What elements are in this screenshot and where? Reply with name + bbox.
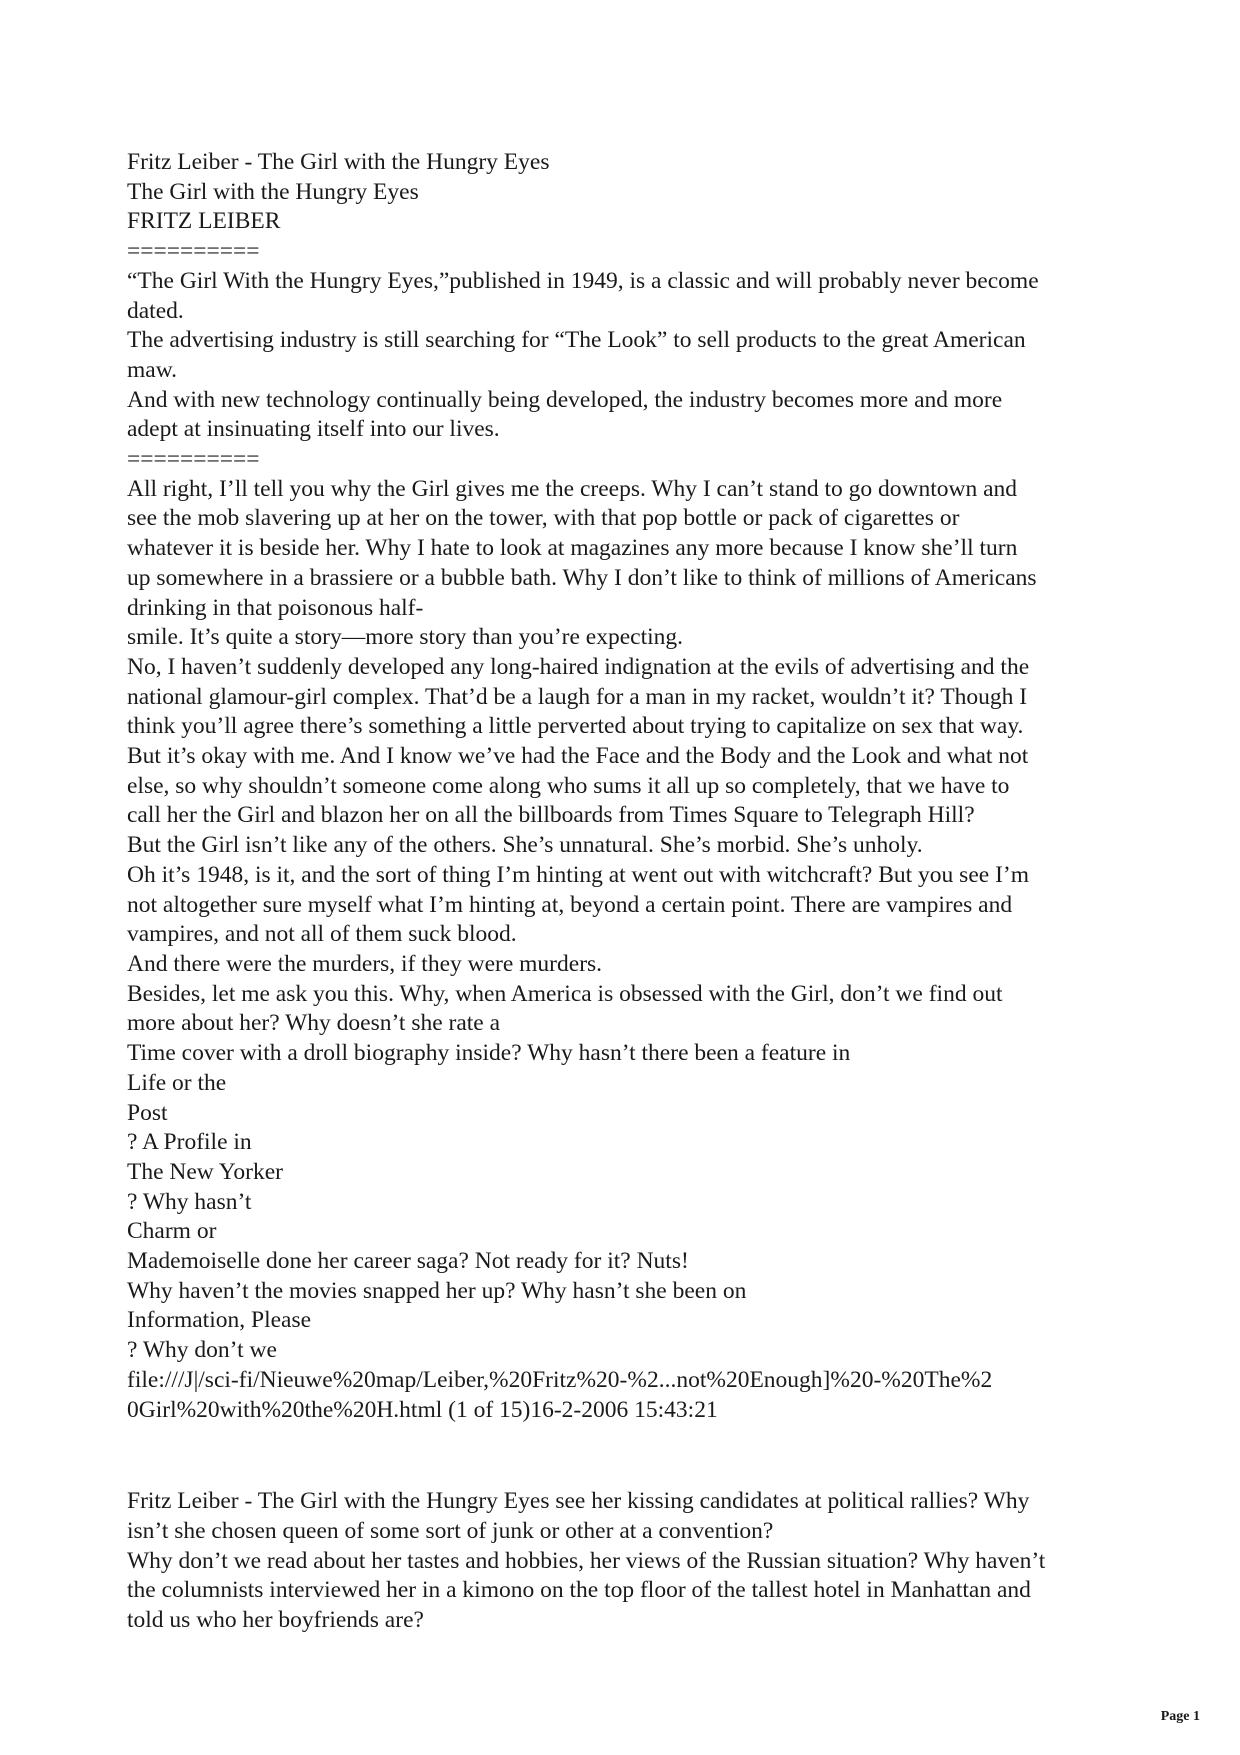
story-text-line: But the Girl isn’t like any of the others. She’s unnatural. She’s morbid. She’s unholy. [127, 832, 923, 859]
page-section-1 [127, 148, 1127, 1425]
story-text-line: And there were the murders, if they were murders. [127, 950, 603, 977]
story-text-line: But it’s okay with me. And I know we’ve had the Face and the Body and the Look and what not [127, 743, 1029, 770]
story-text-line: ? Why hasn’t [127, 1188, 252, 1215]
intro-line: “The Girl With the Hungry Eyes,”published in 1949, is a classic and will probably never become [127, 267, 1039, 294]
story-text-line: Why haven’t the movies snapped her up? Why hasn’t she been on [127, 1277, 747, 1304]
story-text-line: Why don’t we read about her tastes and hobbies, her views of the Russian situation? Why haven’t [127, 1547, 1046, 1574]
story-text-line: whatever it is beside her. Why I hate to look at magazines any more because I know she’ll turn [127, 535, 1018, 562]
story-text-line: ? Why don’t we [127, 1337, 277, 1364]
story-text-line: Besides, let me ask you this. Why, when America is obsessed with the Girl, don’t we find out [127, 980, 1003, 1007]
intro-line: dated. [127, 297, 184, 324]
story-title-line: The Girl with the Hungry Eyes [127, 178, 419, 205]
story-text-line: All right, I’ll tell you why the Girl gives me the creeps. Why I can’t stand to go downtown and [127, 475, 1017, 502]
story-text-line: more about her? Why doesn’t she rate a [127, 1010, 501, 1037]
story-text-line: Mademoiselle done her career saga? Not ready for it? Nuts! [127, 1248, 689, 1275]
story-text-line: drinking in that poisonous half- [127, 594, 424, 621]
separator-line: ========== [127, 446, 260, 473]
story-text-line: vampires, and not all of them suck blood. [127, 921, 517, 948]
intro-line: The advertising industry is still searching for “The Look” to sell products to the great American [127, 327, 1026, 354]
document-title-line: Fritz Leiber - The Girl with the Hungry Eyes [127, 149, 550, 175]
document-body [127, 148, 1127, 1636]
intro-line: And with new technology continually being developed, the industry becomes more and more [127, 386, 1003, 413]
story-text-line: told us who her boyfriends are? [127, 1607, 424, 1634]
separator-line: ========== [127, 238, 260, 265]
source-path-line: 0Girl%20with%20the%20H.html (1 of 15)16-2-2006 15:43:21 [127, 1396, 718, 1423]
author-line: FRITZ LEIBER [127, 208, 281, 235]
story-text-line: national glamour-girl complex. That’d be a laugh for a man in my racket, wouldn’t it? Though I [127, 683, 1028, 710]
story-text-line: The New Yorker [127, 1158, 283, 1185]
story-text-line: see the mob slavering up at her on the tower, with that pop bottle or pack of cigarettes or [127, 505, 960, 532]
page-section-2 [127, 1487, 1127, 1636]
source-path-line: file:///J|/sci-fi/Nieuwe%20map/Leiber,%20Fritz%20-%2...not%20Enough]%20-%20The%2 [127, 1366, 993, 1393]
story-text-line: Oh it’s 1948, is it, and the sort of thing I’m hinting at went out with witchcraft? But you see I’m [127, 861, 1029, 888]
page-number: Page 1 [1160, 1709, 1200, 1724]
story-text-line: Time cover with a droll biography inside? Why hasn’t there been a feature in [127, 1040, 851, 1067]
story-text-line: Post [127, 1099, 168, 1126]
page-break-gap [127, 1425, 1127, 1487]
story-text-line: Life or the [127, 1069, 227, 1096]
story-text-line: No, I haven’t suddenly developed any long-haired indignation at the evils of advertising and the [127, 653, 1030, 680]
intro-line: maw. [127, 356, 178, 383]
story-text-line: ? A Profile in [127, 1129, 252, 1156]
story-text-line: up somewhere in a brassiere or a bubble bath. Why I don’t like to think of millions of Americans [127, 564, 1037, 591]
story-text-line: Fritz Leiber - The Girl with the Hungry Eyes see her kissing candidates at political rallies? Why [127, 1488, 1030, 1515]
intro-line: adept at insinuating itself into our lives. [127, 416, 500, 443]
story-text-line: Information, Please [127, 1307, 312, 1334]
story-text-line: call her the Girl and blazon her on all the billboards from Times Square to Telegraph Hill? [127, 802, 975, 829]
story-text-line: the columnists interviewed her in a kimono on the top floor of the tallest hotel in Manhattan and [127, 1577, 1031, 1604]
story-text-line: smile. It’s quite a story—more story than you’re expecting. [127, 624, 684, 651]
story-text-line: else, so why shouldn’t someone come along who sums it all up so completely, that we have to [127, 772, 1010, 799]
story-text-line: isn’t she chosen queen of some sort of junk or other at a convention? [127, 1517, 774, 1544]
story-text-line: Charm or [127, 1218, 217, 1245]
story-text-line: think you’ll agree there’s something a little perverted about trying to capitalize on sex that way. [127, 713, 1024, 740]
story-text-line: not altogether sure myself what I’m hinting at, beyond a certain point. There are vampires and [127, 891, 1013, 918]
